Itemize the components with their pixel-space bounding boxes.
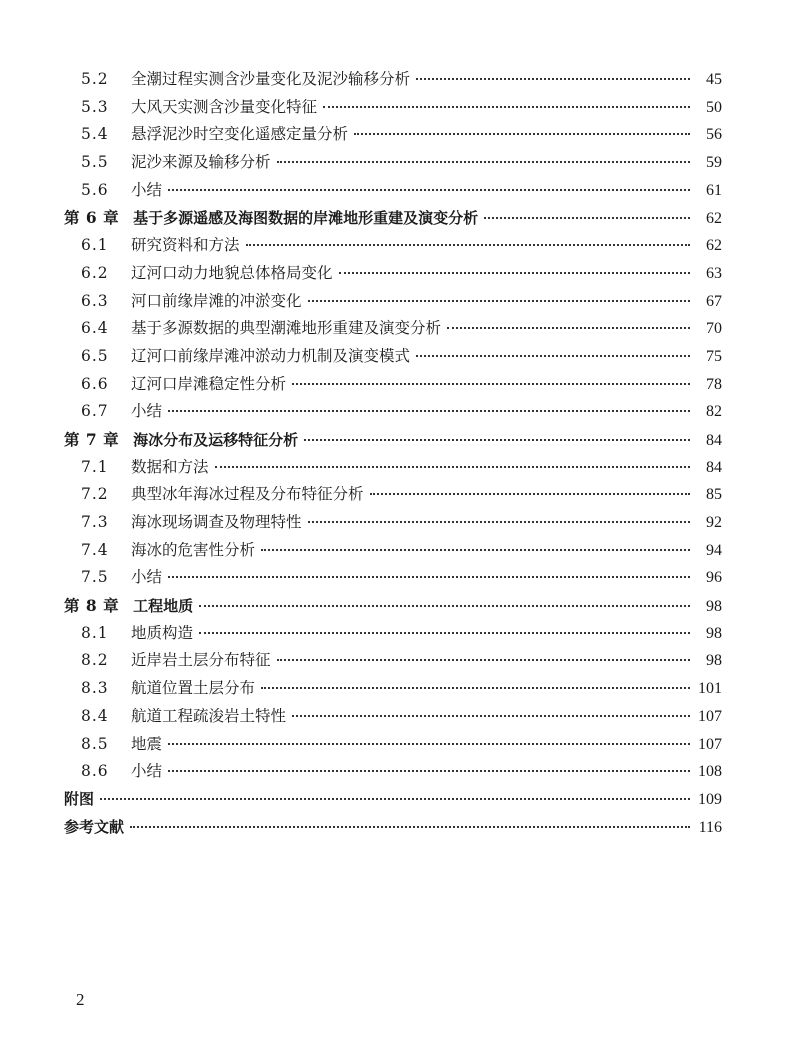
toc-entry-number: 8.1 (81, 623, 109, 642)
toc-entry-page: 70 (706, 320, 722, 338)
toc-entry-number: 7.1 (81, 457, 109, 476)
toc-entry-page: 45 (706, 71, 722, 88)
toc-entry-number: 5.2 (81, 70, 109, 88)
toc-entry-number: 5.6 (81, 180, 109, 199)
toc-entry-number: 8.3 (81, 679, 109, 698)
dot-leader (292, 383, 690, 385)
toc-entry-number: 5.3 (81, 97, 109, 116)
toc-entry-number: 8.4 (81, 706, 109, 725)
toc-entry-number: 第 8 章 (64, 596, 120, 616)
toc-top-entry[interactable] (64, 814, 722, 842)
toc-top-entry[interactable] (64, 786, 722, 814)
toc-section-entry[interactable] (64, 620, 722, 648)
toc-section-entry[interactable] (64, 371, 722, 399)
toc-entry-title: 大风天实测含沙量变化特征 (131, 97, 318, 116)
dot-leader (308, 521, 690, 523)
toc-entry-page: 101 (698, 680, 722, 698)
dot-leader (308, 300, 690, 302)
toc-entry-title: 数据和方法 (131, 457, 209, 476)
toc-entry-number: 7.2 (81, 485, 109, 504)
toc-entry-page: 107 (698, 707, 722, 725)
toc-entry-title: 基于多源数据的典型潮滩地形重建及演变分析 (131, 319, 442, 338)
toc-entry-page: 67 (706, 292, 722, 310)
dot-leader (168, 576, 690, 578)
toc-section-entry[interactable] (64, 94, 722, 122)
toc-entry-page: 98 (706, 652, 722, 670)
toc-section-entry[interactable] (64, 121, 722, 149)
toc-entry-page: 108 (698, 763, 722, 781)
dot-leader (416, 78, 690, 80)
toc-entry-page: 98 (706, 598, 722, 616)
toc-chapter-entry[interactable] (64, 592, 722, 620)
dot-leader (168, 410, 690, 412)
toc-entry-title: 小结 (131, 762, 163, 781)
toc-entry-number: 第 6 章 (64, 208, 120, 228)
toc-section-entry[interactable] (64, 454, 722, 482)
dot-leader (277, 161, 690, 163)
toc-section-entry[interactable] (64, 509, 722, 537)
toc-section-entry[interactable] (64, 66, 722, 94)
toc-entry-title: 全潮过程实测含沙量变化及泥沙输移分析 (131, 70, 411, 88)
toc-entry-page: 98 (706, 624, 722, 642)
toc-entry-title: 小结 (131, 568, 163, 587)
toc-entry-number: 7.3 (81, 513, 109, 531)
toc-entry-page: 63 (706, 264, 722, 282)
toc-entry-number: 5.5 (81, 153, 109, 172)
toc-chapter-entry[interactable] (64, 204, 722, 232)
dot-leader (292, 715, 690, 717)
toc-entry-page: 56 (706, 126, 722, 144)
toc-entry-number: 8.2 (81, 651, 109, 670)
dot-leader (168, 743, 690, 745)
toc-entry-number: 7.4 (81, 540, 109, 559)
toc-entry-page: 116 (698, 818, 722, 836)
toc-entry-title: 河口前缘岸滩的冲淤变化 (131, 291, 302, 310)
toc-entry-number: 6.4 (81, 319, 109, 338)
toc-entry-title: 近岸岩土层分布特征 (131, 651, 271, 670)
toc-entry-page: 96 (706, 569, 722, 587)
dot-leader (370, 493, 690, 495)
toc-entry-page: 85 (706, 486, 722, 504)
toc-entry-page: 84 (706, 458, 722, 476)
toc-entry-title: 辽河口岸滩稳定性分析 (131, 374, 287, 393)
toc-section-entry[interactable] (64, 647, 722, 675)
toc-section-entry[interactable] (64, 315, 722, 343)
toc-section-entry[interactable] (64, 481, 722, 509)
toc-entry-number: 第 7 章 (64, 429, 120, 449)
toc-entry-page: 62 (706, 237, 722, 255)
dot-leader (323, 106, 690, 108)
toc-entry-title: 辽河口动力地貌总体格局变化 (131, 263, 333, 282)
toc-section-entry[interactable] (64, 398, 722, 426)
table-of-contents (64, 66, 722, 841)
toc-entry-title: 海冰现场调查及物理特性 (131, 513, 302, 531)
dot-leader (130, 826, 690, 828)
toc-entry-title: 附图 (64, 789, 95, 808)
dot-leader (354, 133, 690, 135)
toc-entry-title: 小结 (131, 180, 163, 199)
toc-entry-title: 航道位置土层分布 (131, 679, 256, 698)
toc-section-entry[interactable] (64, 288, 722, 316)
page-number: 2 (76, 990, 85, 1009)
toc-entry-title: 海冰分布及运移特征分析 (133, 430, 299, 449)
toc-entry-title: 小结 (131, 402, 163, 421)
toc-entry-page: 59 (706, 154, 722, 172)
toc-section-entry[interactable] (64, 564, 722, 592)
toc-entry-title: 泥沙来源及输移分析 (131, 153, 271, 172)
toc-entry-number: 6.1 (81, 236, 109, 255)
toc-entry-title: 海冰的危害性分析 (131, 540, 256, 559)
toc-entry-page: 61 (706, 181, 722, 199)
toc-entry-number: 5.4 (81, 125, 109, 144)
dot-leader (339, 272, 690, 274)
toc-entry-title: 研究资料和方法 (131, 236, 240, 255)
toc-section-entry[interactable] (64, 731, 722, 759)
toc-entry-title: 悬浮泥沙时空变化遥感定量分析 (131, 125, 349, 144)
toc-entry-page: 62 (706, 210, 722, 228)
dot-leader (416, 355, 690, 357)
dot-leader (215, 466, 690, 468)
toc-entry-number: 7.5 (81, 568, 109, 587)
toc-entry-number: 6.5 (81, 346, 109, 365)
dot-leader (484, 217, 690, 219)
toc-entry-title: 地震 (131, 734, 163, 753)
toc-entry-title: 参考文献 (64, 817, 125, 836)
toc-entry-page: 107 (698, 735, 722, 753)
toc-entry-page: 75 (706, 347, 722, 365)
dot-leader (277, 659, 690, 661)
dot-leader (168, 189, 690, 191)
toc-entry-number: 6.2 (81, 263, 109, 282)
dot-leader (246, 244, 690, 246)
toc-entry-number: 8.6 (81, 762, 109, 781)
dot-leader (261, 549, 690, 551)
toc-entry-title: 航道工程疏浚岩土特性 (131, 706, 287, 725)
toc-section-entry[interactable] (64, 343, 722, 371)
toc-section-entry[interactable] (64, 232, 722, 260)
toc-chapter-entry[interactable] (64, 426, 722, 454)
toc-entry-page: 82 (706, 403, 722, 421)
toc-entry-title: 基于多源遥感及海图数据的岸滩地形重建及演变分析 (133, 209, 479, 228)
dot-leader (447, 327, 690, 329)
toc-section-entry[interactable] (64, 758, 722, 786)
toc-entry-page: 92 (706, 514, 722, 531)
toc-entry-number: 6.7 (81, 402, 109, 421)
toc-entry-page: 50 (706, 98, 722, 116)
toc-entry-number: 6.6 (81, 374, 109, 393)
dot-leader (199, 632, 690, 634)
dot-leader (168, 770, 690, 772)
toc-entry-number: 8.5 (81, 734, 109, 753)
toc-section-entry[interactable] (64, 675, 722, 703)
dot-leader (304, 439, 690, 441)
toc-section-entry[interactable] (64, 177, 722, 205)
toc-entry-title: 工程地质 (133, 597, 194, 616)
toc-entry-page: 109 (698, 790, 722, 808)
dot-leader (199, 605, 690, 607)
toc-section-entry[interactable] (64, 149, 722, 177)
toc-section-entry[interactable] (64, 260, 722, 288)
toc-entry-page: 78 (706, 375, 722, 393)
toc-entry-title: 地质构造 (131, 623, 194, 642)
toc-entry-number: 6.3 (81, 291, 109, 310)
toc-entry-page: 84 (706, 431, 722, 449)
toc-entry-title: 辽河口前缘岸滩冲淤动力机制及演变模式 (131, 346, 411, 365)
toc-entry-page: 94 (706, 541, 722, 559)
toc-section-entry[interactable] (64, 703, 722, 731)
toc-section-entry[interactable] (64, 537, 722, 565)
dot-leader (261, 687, 690, 689)
dot-leader (100, 798, 690, 800)
toc-entry-title: 典型冰年海冰过程及分布特征分析 (131, 485, 364, 504)
